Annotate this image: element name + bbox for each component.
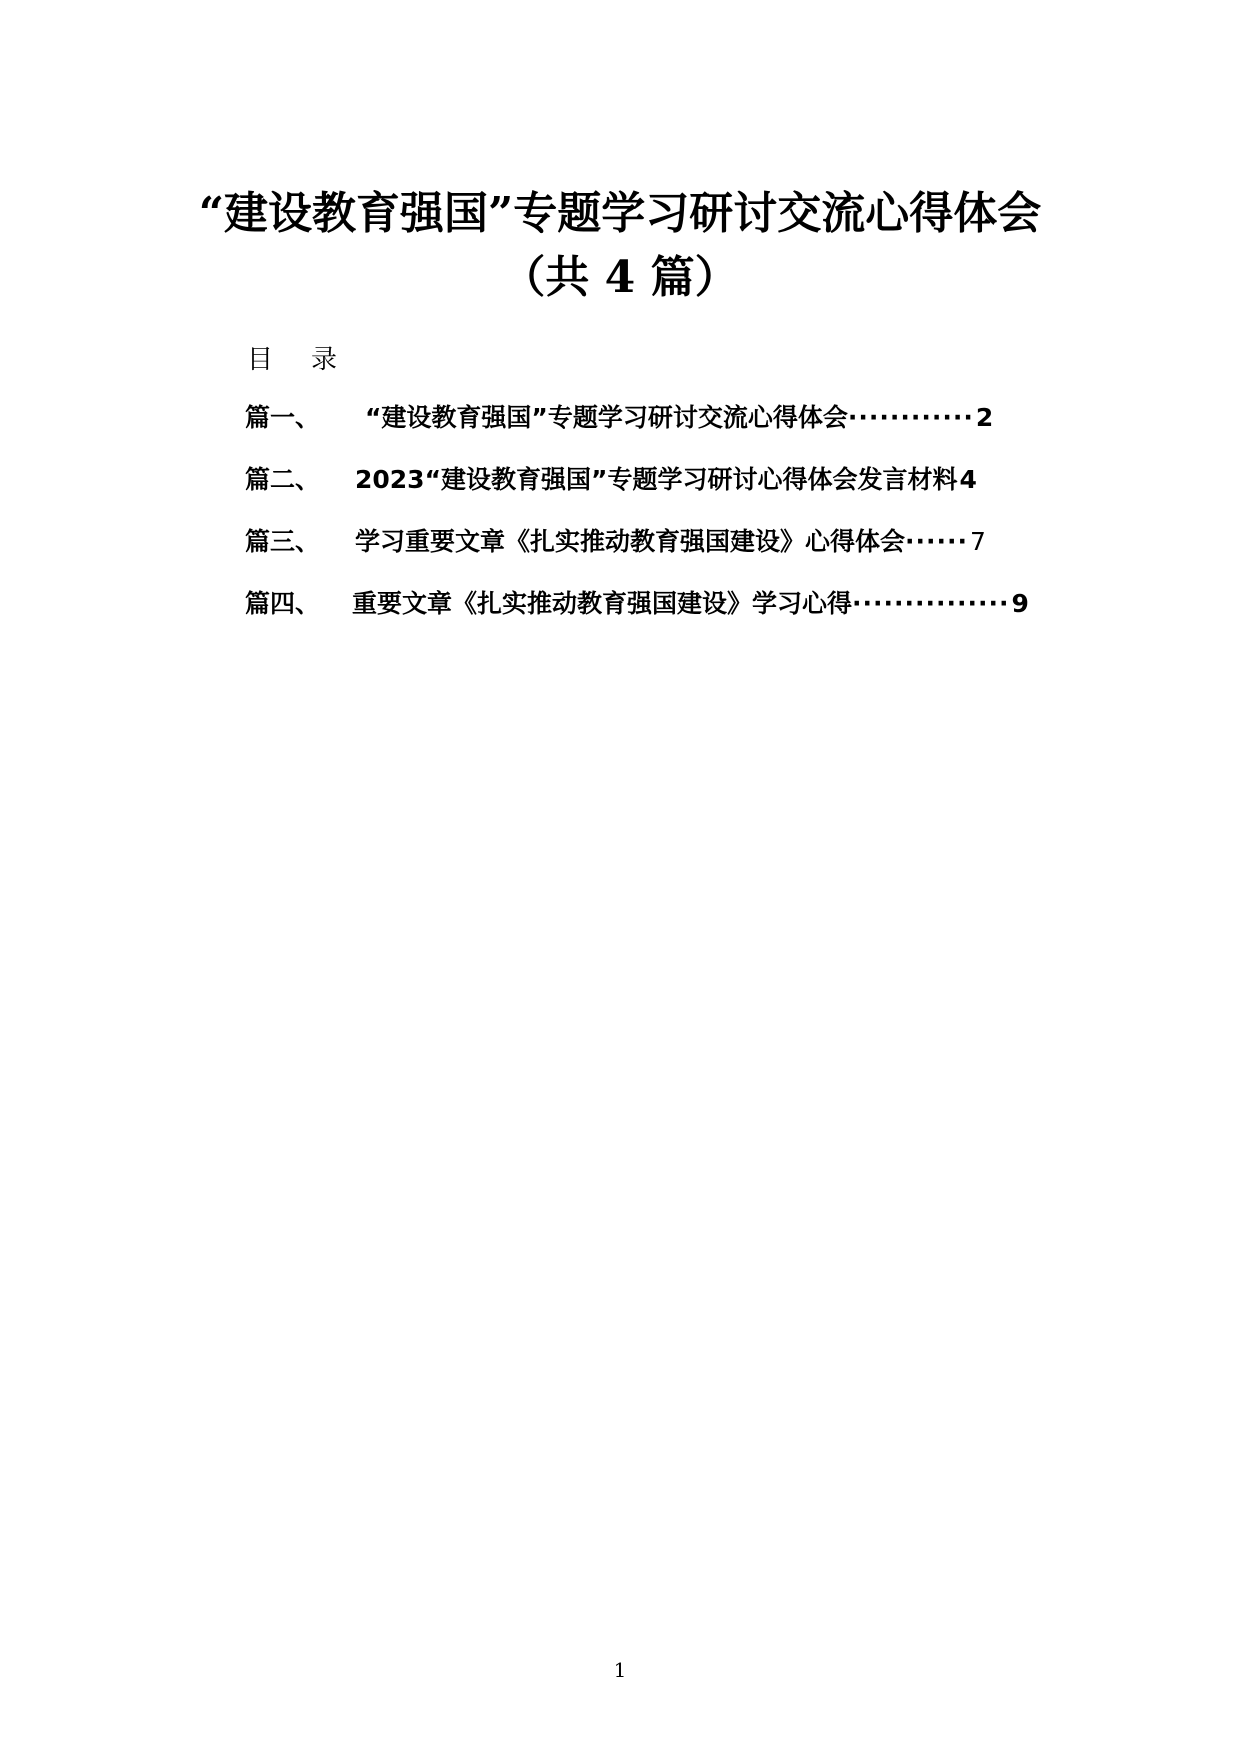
toc-leader-dots: ······	[905, 527, 968, 556]
toc-leader-dots: ············	[847, 403, 974, 432]
toc-item-title: 学习重要文章《扎实推动教育强国建设》心得体会	[355, 527, 906, 556]
toc-item-title-line	[355, 460, 977, 500]
toc-item-title-line	[352, 584, 1029, 624]
toc-item-label: 篇一、	[245, 403, 321, 432]
toc-item-title-line	[365, 398, 993, 438]
toc-heading-char: 目	[247, 345, 274, 375]
toc-item-3[interactable]	[245, 522, 1065, 562]
toc-heading	[247, 342, 337, 378]
page-number: 1	[613, 1658, 627, 1682]
toc-item-label: 篇三、	[245, 527, 321, 556]
table-of-contents	[245, 398, 1065, 646]
toc-leader-dots: ···············	[852, 589, 1010, 618]
toc-page-number: 7	[970, 527, 986, 556]
document-title: “建设教育强国”专题学习研讨交流心得体会（共 4 篇）	[198, 188, 1042, 303]
toc-item-2[interactable]	[245, 460, 1065, 500]
toc-item-title: “建设教育强国”专题学习研讨交流心得体会	[365, 403, 848, 432]
toc-page-number: 4	[959, 465, 977, 494]
toc-page-number: 9	[1011, 589, 1029, 618]
toc-item-1[interactable]	[245, 398, 1065, 438]
toc-item-title-line	[355, 522, 986, 562]
toc-item-label: 篇四、	[245, 589, 321, 618]
toc-item-4[interactable]	[245, 584, 1065, 624]
toc-item-title: 2023“建设教育强国”专题学习研讨心得体会发言材料	[355, 465, 958, 494]
toc-item-title: 重要文章《扎实推动教育强国建设》学习心得	[352, 589, 853, 618]
toc-item-label: 篇二、	[245, 465, 321, 494]
toc-page-number: 2	[975, 403, 994, 432]
toc-heading-char: 录	[311, 345, 338, 375]
